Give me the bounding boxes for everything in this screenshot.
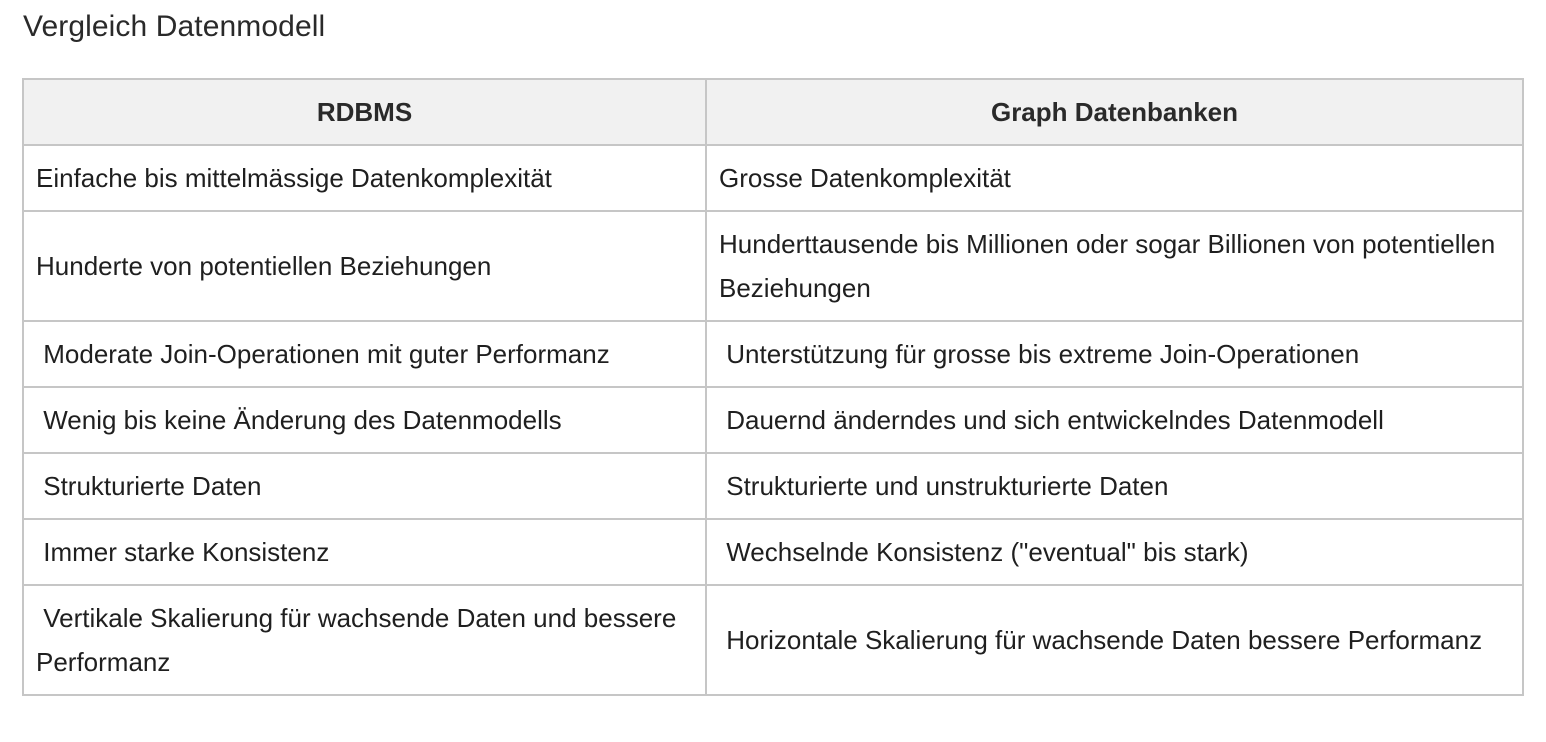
- cell-rdbms: Immer starke Konsistenz: [23, 519, 706, 585]
- cell-graph: Strukturierte und unstrukturierte Daten: [706, 453, 1523, 519]
- cell-graph: Wechselnde Konsistenz ("eventual" bis stark): [706, 519, 1523, 585]
- table-row: [23, 321, 1523, 387]
- table-header-row: [23, 79, 1523, 145]
- table-row: [23, 519, 1523, 585]
- table-row: [23, 585, 1523, 695]
- comparison-table: [22, 78, 1524, 696]
- cell-graph: Hunderttausende bis Millionen oder sogar Billionen von potentiellen Beziehungen: [706, 211, 1523, 321]
- cell-graph: Horizontale Skalierung für wachsende Daten bessere Performanz: [706, 585, 1523, 695]
- cell-graph: Dauernd änderndes und sich entwickelndes Datenmodell: [706, 387, 1523, 453]
- cell-rdbms: Hunderte von potentiellen Beziehungen: [23, 211, 706, 321]
- page-title: Vergleich Datenmodell: [23, 10, 326, 43]
- table-row: [23, 211, 1523, 321]
- header-rdbms: RDBMS: [23, 79, 706, 145]
- cell-rdbms: Strukturierte Daten: [23, 453, 706, 519]
- cell-graph: Unterstützung für grosse bis extreme Join-Operationen: [706, 321, 1523, 387]
- cell-rdbms: Moderate Join-Operationen mit guter Performanz: [23, 321, 706, 387]
- cell-graph: Grosse Datenkomplexität: [706, 145, 1523, 211]
- table-row: [23, 387, 1523, 453]
- table-row: [23, 145, 1523, 211]
- header-graph-databases: Graph Datenbanken: [706, 79, 1523, 145]
- cell-rdbms: Vertikale Skalierung für wachsende Daten und bessere Performanz: [23, 585, 706, 695]
- cell-rdbms: Einfache bis mittelmässige Datenkomplexität: [23, 145, 706, 211]
- table-row: [23, 453, 1523, 519]
- cell-rdbms: Wenig bis keine Änderung des Datenmodells: [23, 387, 706, 453]
